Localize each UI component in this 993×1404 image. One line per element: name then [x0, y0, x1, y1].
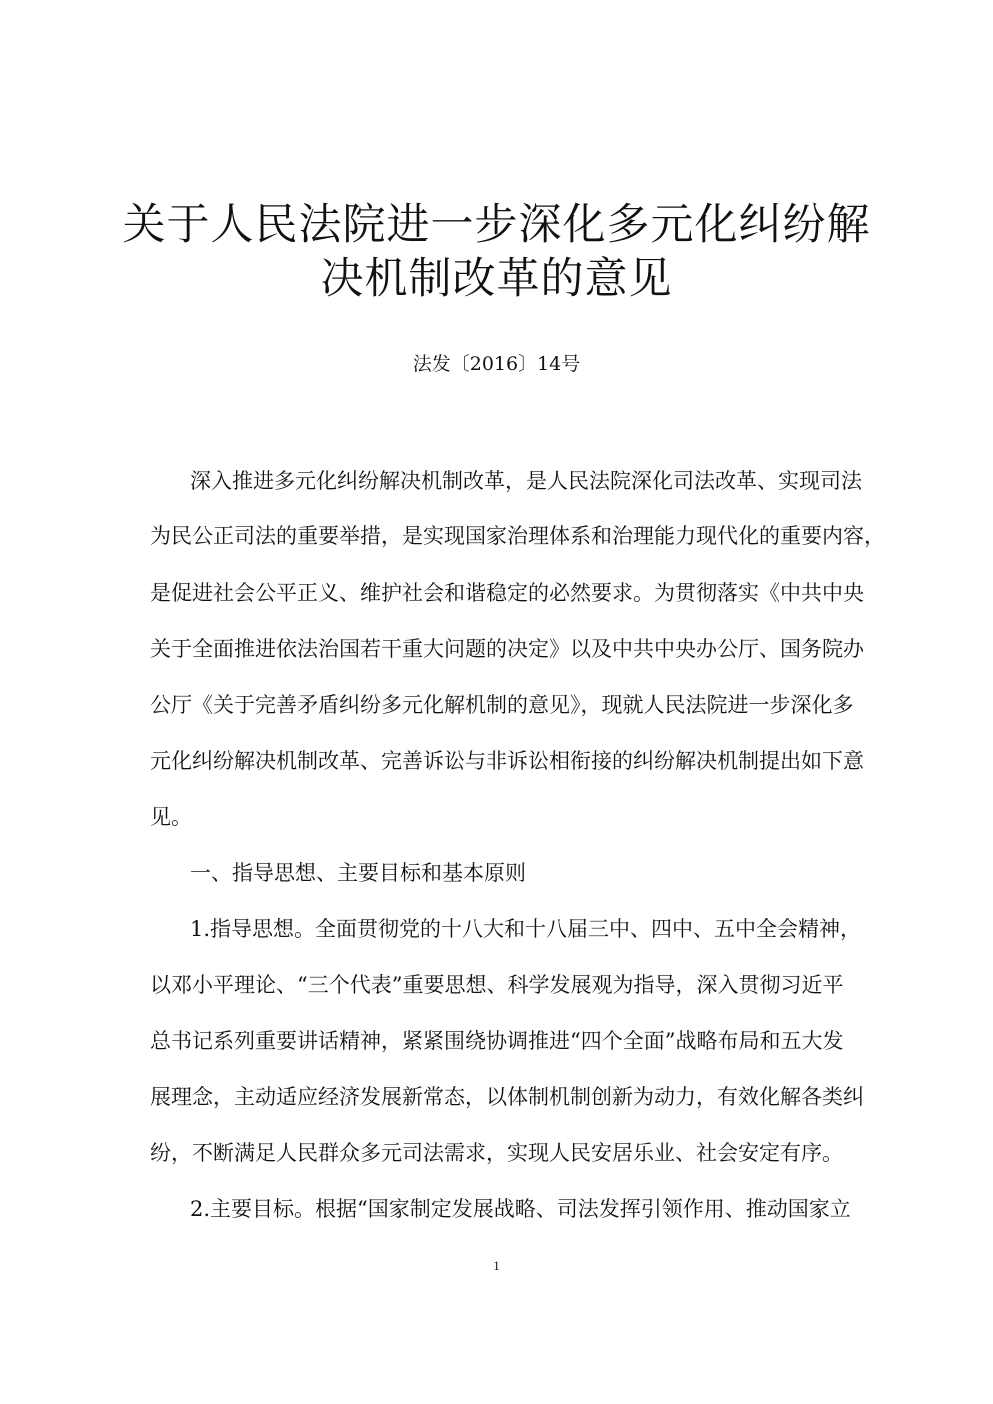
- section-heading: 一、指导思想、主要目标和基本原则: [190, 861, 526, 885]
- intro-line: 见。: [150, 805, 192, 829]
- point1-line: 1.指导思想。全面贯彻党的十八大和十八届三中、四中、五中全会精神，: [190, 917, 862, 941]
- point1-line: 以邓小平理论、“三个代表”重要思想、科学发展观为指导，深入贯彻习近平: [150, 973, 844, 997]
- point1-line: 总书记系列重要讲话精神，紧紧围绕协调推进“四个全面”战略布局和五大发: [150, 1029, 844, 1053]
- intro-line: 公厅《关于完善矛盾纠纷多元化解机制的意见》，现就人民法院进一步深化多: [150, 693, 854, 717]
- point2-line: 2.主要目标。根据“国家制定发展战略、司法发挥引领作用、推动国家立: [190, 1197, 851, 1221]
- intro-line: 深入推进多元化纠纷解决机制改革，是人民法院深化司法改革、实现司法: [190, 469, 862, 493]
- document-number: 法发〔2016〕14号: [412, 353, 581, 375]
- intro-line: 关于全面推进依法治国若干重大问题的决定》以及中共中央办公厅、国务院办: [150, 637, 864, 661]
- document-title-line-2: 决机制改革的意见: [320, 254, 673, 304]
- intro-line: 为民公正司法的重要举措，是实现国家治理体系和治理能力现代化的重要内容，: [150, 524, 885, 548]
- intro-line: 元化纠纷解决机制改革、完善诉讼与非诉讼相衔接的纠纷解决机制提出如下意: [150, 749, 864, 773]
- point1-line: 纷，不断满足人民群众多元司法需求，实现人民安居乐业、社会安定有序。: [150, 1141, 843, 1165]
- point1-line: 展理念，主动适应经济发展新常态，以体制机制创新为动力，有效化解各类纠: [150, 1085, 864, 1109]
- document-title-line-1: 关于人民法院进一步深化多元化纠纷解: [122, 200, 871, 250]
- intro-line: 是促进社会公平正义、维护社会和谐稳定的必然要求。为贯彻落实《中共中央: [150, 581, 864, 605]
- page-number: 1: [493, 1258, 500, 1273]
